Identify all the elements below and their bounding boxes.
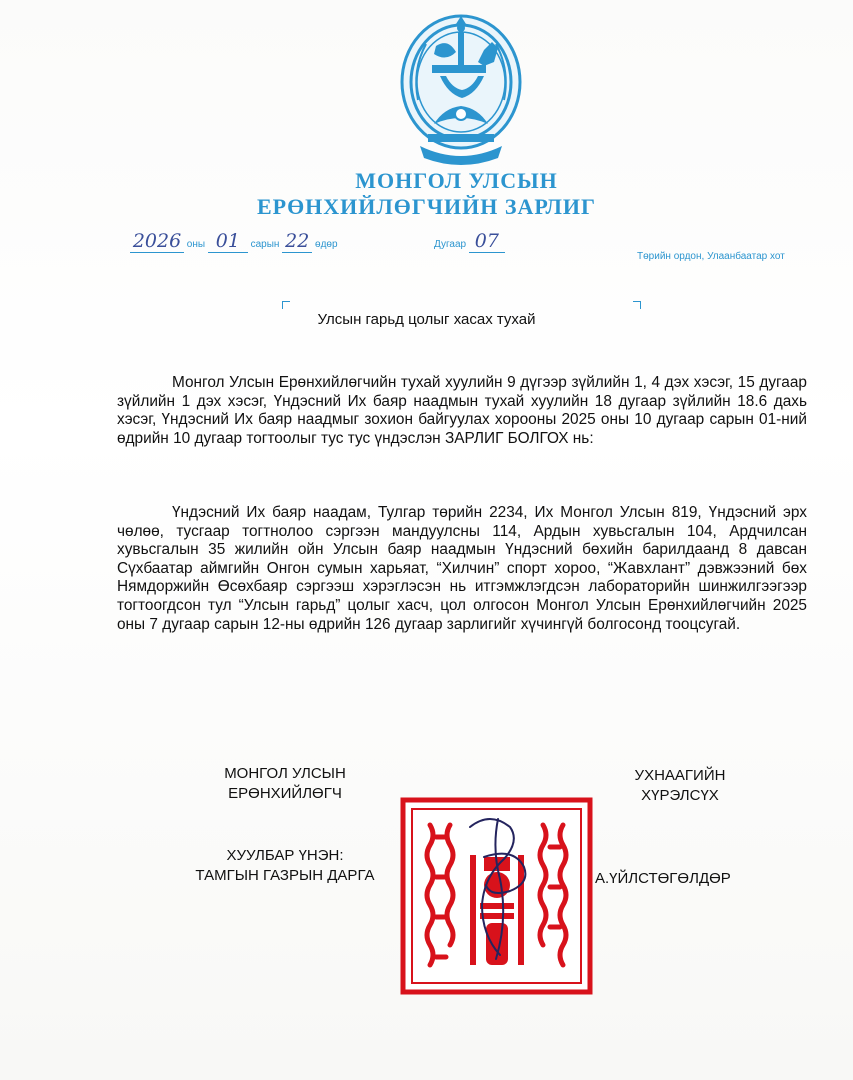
date-year: 2026	[130, 230, 184, 253]
date-month: 01	[208, 230, 248, 253]
signer-title-line-1: МОНГОЛ УЛСЫН	[224, 765, 346, 782]
decree-number	[434, 230, 505, 253]
signer-title-line-2: ЕРӨНХИЙЛӨГЧ	[228, 785, 342, 802]
date-day: 22	[282, 230, 312, 253]
state-seal-icon	[400, 797, 593, 995]
header-line-2: ЕРӨНХИЙЛӨГЧИЙН ЗАРЛИГ	[256, 194, 597, 219]
certified-copy-line-2: ТАМГЫН ГАЗРЫН ДАРГА	[195, 867, 375, 884]
title-corner-left	[282, 301, 290, 309]
decree-number-label: Дугаар	[434, 239, 467, 250]
certified-copy	[170, 846, 400, 886]
signer-name-line-1: УХНААГИЙН	[634, 767, 726, 784]
state-emblem-icon	[398, 10, 524, 170]
signer-title	[180, 764, 390, 804]
certified-copy-name: А.ҮЙЛСТӨГӨЛДӨР	[595, 870, 731, 887]
date-month-suffix: сарын	[250, 239, 280, 250]
date-year-suffix: оны	[186, 239, 206, 250]
decree-title: Улсын гарьд цолыг хасах тухай	[317, 311, 536, 328]
title-corner-right	[633, 301, 641, 309]
signer-name-line-2: ХҮРЭЛСҮХ	[641, 787, 719, 804]
date-day-suffix: өдөр	[315, 239, 338, 250]
decree-place: Төрийн ордон, Улаанбаатар хот	[637, 251, 785, 262]
date-line	[130, 230, 338, 253]
decree-paragraph-2: Үндэсний Их баяр наадам, Тулгар төрийн 2234, Их Монгол Улсын 819, Үндэсний эрх чөлөө, тусгаар тогтнолоо сэргээн мандуулсны 114, Ардын хувьсгалын 104, Ардчилсан хувьсгалын 35 жилийн ойн Улсын баяр наадмын Үндэсний бөхийн барилдаанд 8 давсан Сүхбаатар аймгийн Онгон сумын харьяат, “Хилчин” спорт хороо, “Жавхлант” дэвжээний бөх Нямдоржийн Өсөхбаяр сэргээш хэрэглэсэн нь итгэмжлэгдсэн лабораторийн шинжилгээгээр тогтоогдсон тул “Улсын гарьд” цолыг хасч, цол олгосон Монгол Улсын Ерөнхийлөгчийн 2025 оны 7 дугаар сарын 12-ны өдрийн 126 дугаар зарлигийг хүчингүй болгосонд тооцсугай.	[117, 504, 807, 633]
decree-paragraph-1: Монгол Улсын Ерөнхийлөгчийн тухай хуулийн 9 дүгээр зүйлийн 1, 4 дэх хэсэг, 15 дугаар зүйлийн 1 дэх хэсэг, Үндэсний Их баяр наадмын тухай хуулийн 18 дугаар зүйлийн 18.6 дахь хэсэг, Үндэсний Их баяр наадмыг зохион байгуулах хорооны 2025 оны 10 дугаар сарын 01-ний өдрийн 10 дугаар тогтоолыг тус тус үндэслэн ЗАРЛИГ БОЛГОХ нь:	[117, 374, 807, 447]
header-line-1: МОНГОЛ УЛСЫН	[355, 168, 558, 193]
signer-name	[590, 766, 770, 806]
certified-copy-line-1: ХУУЛБАР ҮНЭН:	[226, 847, 344, 864]
decree-number-value: 07	[469, 230, 505, 253]
